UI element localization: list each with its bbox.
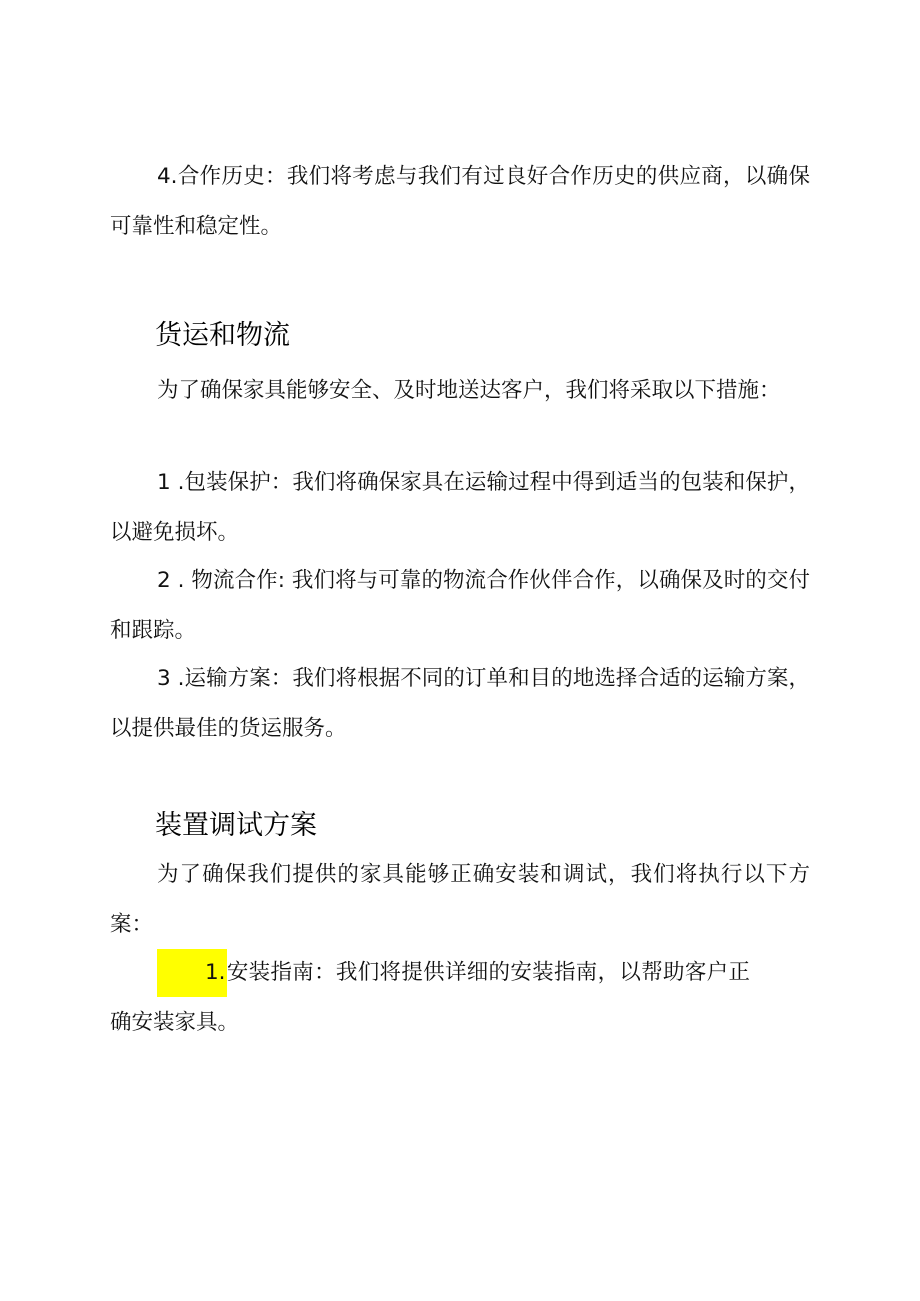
list-item-text: .包装保护：我们将确保家具在运输过程中得到适当的包装和保护，以避免损坏。 bbox=[110, 470, 810, 545]
logistics-item-2 bbox=[110, 556, 810, 656]
supplier-item-4: 4.合作历史：我们将考虑与我们有过良好合作历史的供应商，以确保可靠性和稳定性。 bbox=[110, 164, 810, 239]
installation-intro: 为了确保我们提供的家具能够正确安装和调试，我们将执行以下方案： bbox=[110, 862, 810, 937]
installation-heading: 装置调试方案 bbox=[155, 810, 317, 841]
list-item-text: .运输方案：我们将根据不同的订单和目的地选择合适的运输方案，以提供最佳的货运服务。 bbox=[110, 666, 810, 741]
list-item-text: . 物流合作: 我们将与可靠的物流合作伙伴合作，以确保及时的交付和跟踪。 bbox=[110, 568, 810, 643]
logistics-item-3 bbox=[110, 654, 810, 754]
list-number: 1 bbox=[157, 470, 171, 495]
list-number: 2 bbox=[157, 568, 171, 593]
highlighted-list-number: 1. bbox=[157, 949, 227, 997]
installation-item-1 bbox=[110, 948, 750, 1048]
list-number: 3 bbox=[157, 666, 171, 691]
logistics-intro: 为了确保家具能够安全、及时地送达客户，我们将采取以下措施： bbox=[157, 378, 781, 403]
logistics-heading: 货运和物流 bbox=[155, 320, 290, 351]
list-item-text: 安装指南：我们将提供详细的安装指南，以帮助客户正确安装家具。 bbox=[110, 960, 750, 1035]
logistics-item-1 bbox=[110, 458, 810, 558]
